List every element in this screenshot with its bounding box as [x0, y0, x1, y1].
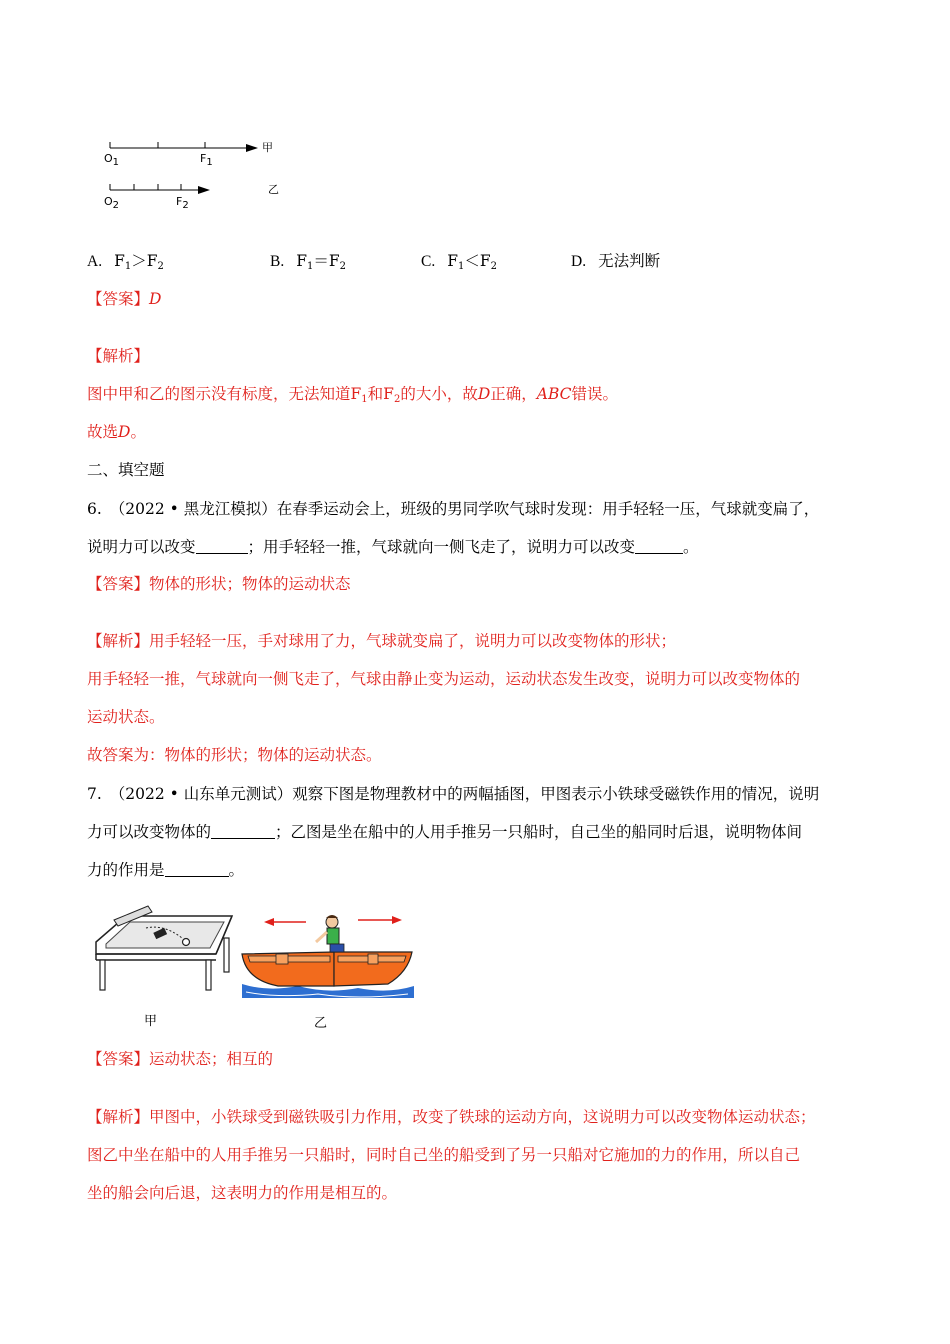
q7-line3: 力的作用是 。 — [87, 861, 245, 879]
q6-blank-2[interactable] — [635, 537, 683, 554]
label-yi: 乙 — [268, 183, 279, 196]
label-o1: O1 — [104, 152, 120, 168]
option-a: A. $F_1>F_2$ — [87, 252, 164, 272]
q6-final: 故答案为：物体的形状；物体的运动状态。 — [87, 746, 382, 764]
q5-analysis-tag: 【解析】 — [87, 347, 150, 365]
label-o2: O2 — [104, 195, 120, 211]
option-b: B. $F_1=F_2$ — [270, 252, 347, 272]
q7-blank-1[interactable] — [211, 822, 275, 839]
q7-line2: 力可以改变物体的 ；乙图是坐在船中的人用手推另一只船时，自己坐的船同时后退，说明物体间 — [87, 823, 803, 841]
q6-analysis-1: 【解析】用手轻轻一压，手对球用了力，气球就变扁了，说明力可以改变物体的形状； — [87, 632, 677, 650]
q6-analysis-2: 用手轻轻一推，气球就向一侧飞走了，气球由静止变为运动，运动状态发生改变，说明力可以改变物体的 — [87, 670, 801, 688]
force-diagram-figure — [100, 132, 290, 217]
option-c: C. $F_1<F_2$ — [421, 252, 498, 272]
q7-answer: 【答案】运动状态；相互的 — [87, 1050, 274, 1068]
q6-analysis-3: 运动状态。 — [87, 708, 165, 726]
label-jia: 甲 — [262, 141, 273, 154]
option-d: D. 无法判断 — [571, 252, 661, 270]
q5-choice: 故选D。 — [87, 423, 146, 441]
q6-line1: 6. （2022 • 黑龙江模拟）在春季运动会上，班级的男同学吹气球时发现：用手轻轻一压，气球就变扁了， — [87, 500, 820, 518]
q5-analysis: 图中甲和乙的图示没有标度，无法知道$F_1$和$F_2$的大小，故D正确，ABC错误。 — [87, 385, 619, 405]
q7-analysis-2: 图乙中坐在船中的人用手推另一只船时，同时自己坐的船受到了另一只船对它施加的力的作用，所以自己 — [87, 1146, 801, 1164]
fig-label-jia: 甲 — [144, 1014, 158, 1029]
q7-line1: 7. （2022 • 山东单元测试）观察下图是物理教材中的两幅插图，甲图表示小铁球受磁铁作用的情况，说明 — [87, 785, 820, 803]
magnet-table-svg — [86, 902, 236, 1002]
fig-label-yi: 乙 — [314, 1016, 328, 1031]
q7-blank-2[interactable] — [165, 860, 229, 877]
boat-figure — [238, 908, 418, 1032]
q5-answer: 【答案】D — [87, 290, 162, 308]
section-title: 二、填空题 — [87, 461, 165, 479]
label-f2: F2 — [176, 195, 189, 211]
boat-svg — [238, 908, 418, 1000]
q6-answer: 【答案】物体的形状；物体的运动状态 — [87, 575, 351, 593]
magnet-table-figure — [86, 902, 236, 1032]
q6-blank-1[interactable] — [196, 537, 248, 554]
q6-line2: 说明力可以改变 ；用手轻轻一推，气球就向一侧飞走了，说明力可以改变 。 — [87, 538, 699, 556]
q7-analysis-3: 坐的船会向后退，这表明力的作用是相互的。 — [87, 1184, 398, 1202]
label-f1: F1 — [200, 152, 213, 168]
q7-analysis-1: 【解析】甲图中，小铁球受到磁铁吸引力作用，改变了铁球的运动方向，这说明力可以改变物体运动状态； — [87, 1108, 816, 1126]
